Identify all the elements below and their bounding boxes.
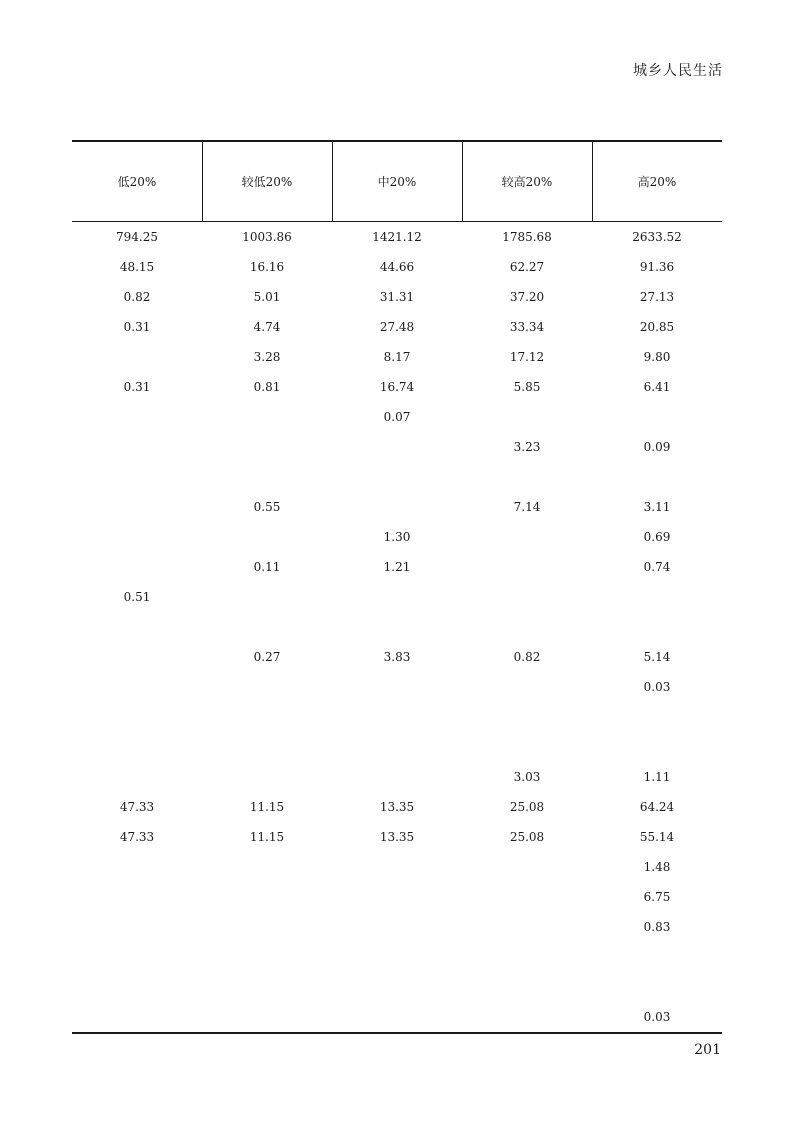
table-cell bbox=[332, 672, 462, 702]
table-row bbox=[72, 342, 722, 372]
table-cell bbox=[332, 732, 462, 762]
data-table bbox=[72, 140, 722, 1034]
table-cell: 0.07 bbox=[383, 410, 411, 424]
table-cell bbox=[332, 972, 462, 1002]
table-row bbox=[72, 522, 722, 552]
table-cell: 64.24 bbox=[639, 800, 675, 814]
table-cell bbox=[72, 852, 202, 882]
table-cell bbox=[202, 762, 332, 792]
table-cell bbox=[592, 972, 722, 1002]
table-cell bbox=[72, 432, 202, 462]
table-cell: 7.14 bbox=[513, 500, 541, 514]
table-cell: 47.33 bbox=[119, 830, 155, 844]
table-bottom-rule bbox=[72, 1032, 722, 1034]
table-cell: 0.11 bbox=[253, 560, 281, 574]
table-cell bbox=[462, 582, 592, 612]
column-header: 低20% bbox=[117, 175, 157, 189]
table-cell bbox=[72, 912, 202, 942]
table-cell: 3.83 bbox=[383, 650, 411, 664]
table-cell bbox=[592, 402, 722, 432]
table-cell bbox=[202, 522, 332, 552]
table-row bbox=[72, 492, 722, 522]
table-cell bbox=[332, 912, 462, 942]
table-cell: 25.08 bbox=[509, 830, 545, 844]
table-cell bbox=[202, 1002, 332, 1032]
table-row bbox=[72, 792, 722, 822]
table-cell bbox=[592, 942, 722, 972]
table-cell bbox=[462, 402, 592, 432]
table-row bbox=[72, 882, 722, 912]
table-row bbox=[72, 672, 722, 702]
table-cell bbox=[592, 612, 722, 642]
table-row bbox=[72, 612, 722, 642]
table-cell bbox=[592, 732, 722, 762]
table-cell bbox=[332, 852, 462, 882]
table-cell: 0.31 bbox=[123, 320, 151, 334]
table-cell bbox=[332, 942, 462, 972]
table-row bbox=[72, 822, 722, 852]
table-cell bbox=[332, 702, 462, 732]
table-cell: 47.33 bbox=[119, 800, 155, 814]
table-cell bbox=[332, 762, 462, 792]
table-cell: 1.11 bbox=[643, 770, 671, 784]
table-cell bbox=[72, 462, 202, 492]
table-cell bbox=[462, 972, 592, 1002]
table-cell bbox=[72, 972, 202, 1002]
table-row bbox=[72, 282, 722, 312]
column-header: 较低20% bbox=[241, 175, 293, 189]
table-cell bbox=[72, 882, 202, 912]
table-cell: 5.14 bbox=[643, 650, 671, 664]
table-header-row bbox=[72, 142, 722, 221]
table-cell: 3.11 bbox=[643, 500, 671, 514]
table-cell: 33.34 bbox=[509, 320, 545, 334]
table-cell bbox=[72, 522, 202, 552]
table-cell: 3.28 bbox=[253, 350, 281, 364]
table-cell: 17.12 bbox=[509, 350, 545, 364]
table-row bbox=[72, 582, 722, 612]
table-cell: 91.36 bbox=[639, 260, 675, 274]
table-cell: 1.21 bbox=[383, 560, 411, 574]
table-row bbox=[72, 642, 722, 672]
table-cell bbox=[592, 582, 722, 612]
table-cell bbox=[332, 882, 462, 912]
table-cell: 0.09 bbox=[643, 440, 671, 454]
table-cell: 1.48 bbox=[643, 860, 671, 874]
table-cell bbox=[202, 702, 332, 732]
table-cell: 13.35 bbox=[379, 830, 415, 844]
table-row bbox=[72, 762, 722, 792]
table-cell: 5.85 bbox=[513, 380, 541, 394]
column-header: 中20% bbox=[377, 175, 417, 189]
table-cell bbox=[72, 732, 202, 762]
table-cell: 13.35 bbox=[379, 800, 415, 814]
table-cell bbox=[462, 462, 592, 492]
table-cell: 1421.12 bbox=[372, 230, 422, 244]
table-cell bbox=[462, 852, 592, 882]
table-cell bbox=[462, 612, 592, 642]
table-cell: 0.03 bbox=[643, 680, 671, 694]
table-row bbox=[72, 462, 722, 492]
table-cell: 0.55 bbox=[253, 500, 281, 514]
table-cell bbox=[462, 1002, 592, 1032]
table-cell bbox=[332, 492, 462, 522]
table-cell: 3.23 bbox=[513, 440, 541, 454]
column-header: 高20% bbox=[637, 175, 677, 189]
table-cell bbox=[72, 1002, 202, 1032]
table-cell: 6.41 bbox=[643, 380, 671, 394]
table-cell bbox=[592, 462, 722, 492]
table-row bbox=[72, 252, 722, 282]
table-cell: 1.30 bbox=[383, 530, 411, 544]
table-cell bbox=[462, 912, 592, 942]
table-row bbox=[72, 912, 722, 942]
table-cell: 5.01 bbox=[253, 290, 281, 304]
table-cell bbox=[202, 612, 332, 642]
table-cell bbox=[332, 612, 462, 642]
column-header: 较高20% bbox=[501, 175, 553, 189]
table-cell: 0.83 bbox=[643, 920, 671, 934]
table-row bbox=[72, 312, 722, 342]
table-cell: 0.74 bbox=[643, 560, 671, 574]
table-row bbox=[72, 372, 722, 402]
page-number: 201 bbox=[694, 1042, 721, 1058]
table-cell: 27.13 bbox=[639, 290, 675, 304]
table-cell bbox=[462, 702, 592, 732]
table-cell bbox=[202, 582, 332, 612]
table-cell bbox=[202, 882, 332, 912]
table-cell: 0.82 bbox=[123, 290, 151, 304]
table-cell bbox=[332, 1002, 462, 1032]
table-cell: 0.69 bbox=[643, 530, 671, 544]
table-cell bbox=[202, 972, 332, 1002]
table-cell bbox=[72, 342, 202, 372]
table-cell: 6.75 bbox=[643, 890, 671, 904]
table-row bbox=[72, 852, 722, 882]
table-cell bbox=[462, 882, 592, 912]
table-cell bbox=[72, 672, 202, 702]
table-cell: 16.16 bbox=[249, 260, 285, 274]
table-cell: 27.48 bbox=[379, 320, 415, 334]
table-cell: 4.74 bbox=[253, 320, 281, 334]
table-row bbox=[72, 222, 722, 252]
table-cell: 3.03 bbox=[513, 770, 541, 784]
table-cell bbox=[72, 612, 202, 642]
table-row bbox=[72, 552, 722, 582]
table-cell: 16.74 bbox=[379, 380, 415, 394]
table-cell: 11.15 bbox=[249, 800, 285, 814]
table-cell bbox=[332, 582, 462, 612]
table-cell bbox=[332, 432, 462, 462]
table-cell: 0.51 bbox=[123, 590, 151, 604]
table-cell bbox=[462, 672, 592, 702]
table-cell bbox=[202, 432, 332, 462]
table-cell: 2633.52 bbox=[632, 230, 682, 244]
table-cell bbox=[202, 732, 332, 762]
table-cell bbox=[462, 552, 592, 582]
table-cell bbox=[202, 852, 332, 882]
table-cell bbox=[72, 702, 202, 732]
table-cell: 44.66 bbox=[379, 260, 415, 274]
table-row bbox=[72, 942, 722, 972]
table-cell: 0.81 bbox=[253, 380, 281, 394]
table-row bbox=[72, 402, 722, 432]
running-header: 城乡人民生活 bbox=[633, 63, 723, 79]
table-cell bbox=[332, 462, 462, 492]
table-cell: 62.27 bbox=[509, 260, 545, 274]
table-cell bbox=[462, 942, 592, 972]
table-cell: 11.15 bbox=[249, 830, 285, 844]
table-cell: 9.80 bbox=[643, 350, 671, 364]
table-cell bbox=[202, 672, 332, 702]
table-cell: 0.03 bbox=[643, 1010, 671, 1024]
table-cell: 55.14 bbox=[639, 830, 675, 844]
table-cell bbox=[72, 492, 202, 522]
table-body bbox=[72, 222, 722, 1032]
table-row bbox=[72, 702, 722, 732]
table-cell bbox=[462, 732, 592, 762]
table-cell bbox=[592, 702, 722, 732]
table-cell bbox=[462, 522, 592, 552]
table-row bbox=[72, 1002, 722, 1032]
table-cell bbox=[202, 402, 332, 432]
table-cell: 37.20 bbox=[509, 290, 545, 304]
table-cell bbox=[72, 642, 202, 672]
table-row bbox=[72, 732, 722, 762]
table-cell: 794.25 bbox=[116, 230, 158, 244]
table-cell bbox=[72, 762, 202, 792]
table-cell bbox=[72, 942, 202, 972]
table-cell bbox=[72, 552, 202, 582]
table-cell: 31.31 bbox=[379, 290, 415, 304]
table-cell bbox=[202, 942, 332, 972]
table-cell bbox=[202, 462, 332, 492]
table-row bbox=[72, 972, 722, 1002]
table-cell bbox=[202, 912, 332, 942]
table-cell: 1785.68 bbox=[502, 230, 552, 244]
table-cell: 0.82 bbox=[513, 650, 541, 664]
table-cell: 48.15 bbox=[119, 260, 155, 274]
table-cell bbox=[72, 402, 202, 432]
table-cell: 8.17 bbox=[383, 350, 411, 364]
table-cell: 0.31 bbox=[123, 380, 151, 394]
table-cell: 1003.86 bbox=[242, 230, 292, 244]
table-cell: 20.85 bbox=[639, 320, 675, 334]
table-cell: 25.08 bbox=[509, 800, 545, 814]
table-cell: 0.27 bbox=[253, 650, 281, 664]
table-row bbox=[72, 432, 722, 462]
